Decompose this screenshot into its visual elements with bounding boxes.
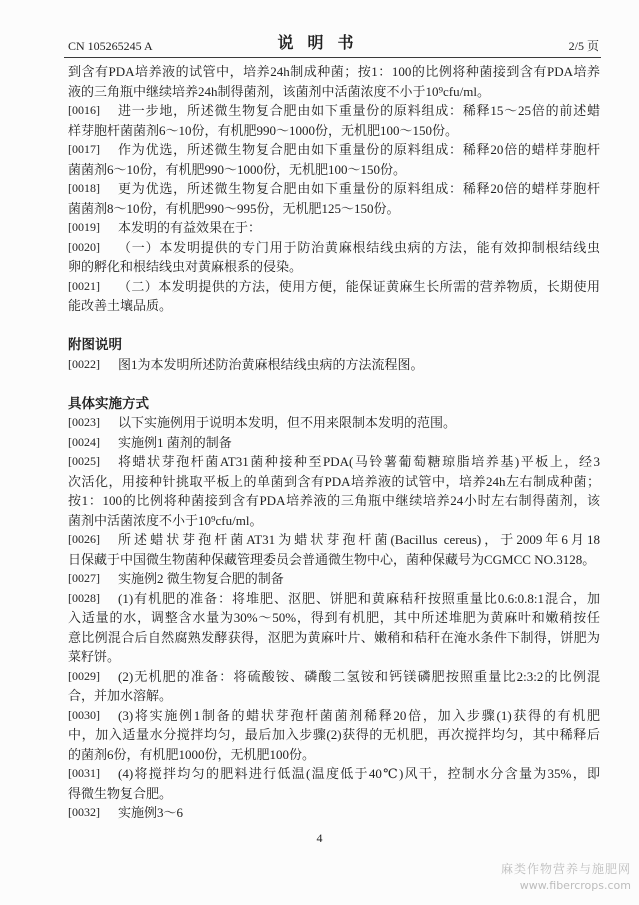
- paragraph-continued: [68, 62, 600, 101]
- paragraph-0019: [68, 218, 600, 238]
- paragraph-number: [0021]: [68, 278, 100, 293]
- paragraph-number: [0022]: [68, 356, 100, 371]
- text-line: 按1：100的比例将种菌接到含有PDA培养液的三角瓶中继续培养24小时左右制得菌剂，该: [68, 493, 600, 508]
- text-line: 本发明的有益效果在于：: [118, 220, 262, 235]
- paragraph-number: [0024]: [68, 434, 100, 449]
- text-line: 意比例混合后自然腐熟发酵获得，沤肥为黄麻叶片、嫩稍和秸秆在淹水条件下制得，饼肥为: [68, 629, 600, 645]
- text-line: 实施例3～6: [118, 805, 184, 820]
- document-number: CN 105265245 A: [68, 39, 153, 53]
- text-line: 卵的孵化和根结线虫对黄麻根系的侵染。: [68, 259, 303, 274]
- paragraph-0018: [68, 179, 600, 218]
- paragraph-number: [0025]: [68, 454, 100, 468]
- paragraph-number: [0027]: [68, 571, 100, 585]
- paragraph-0027: [68, 569, 600, 589]
- text-line: 入适量的水，调整含水量为30%～50%，得到有机肥，其中所述堆肥为黄麻叶和嫩稍按任: [68, 610, 600, 625]
- paragraph-0032: [68, 803, 600, 823]
- watermark-url: www.fibercrops.com: [519, 879, 631, 892]
- text-line: 更为优选，所述微生物复合肥由如下重量份的原料组成：稀释20倍的蜡样芽胞杆: [118, 181, 600, 196]
- text-line: 中，加入适量水分搅拌均匀，最后加入步骤(2)获得的无机肥，再次搅拌均匀，其中稀释后: [68, 727, 600, 742]
- text-line: 液的三角瓶中继续培养24h制得菌剂，该菌剂中活菌浓度不小于10⁹cfu/ml。: [68, 83, 490, 99]
- text-line: 的菌剂6份，有机肥1000份，无机肥100份。: [68, 746, 316, 762]
- paragraph-0025: [68, 452, 600, 530]
- paragraph-0021: [68, 277, 600, 316]
- text-line: 进一步地，所述微生物复合肥由如下重量份的原料组成：稀释15～25倍的前述蜡: [118, 103, 600, 118]
- paragraph-0022: [68, 355, 600, 375]
- text-line: （一）本发明提供的专门用于防治黄麻根结线虫病的方法，能有效抑制根结线虫: [118, 239, 600, 255]
- paragraph-number: [0019]: [68, 220, 100, 234]
- text-line: 菌菌剂6～10份，有机肥990～1000份，无机肥100～150份。: [68, 161, 407, 177]
- site-watermark: [501, 861, 631, 893]
- paragraph-number: [0028]: [68, 590, 100, 605]
- text-line: 样芽胞杆菌菌剂6～10份，有机肥990～1000份，无机肥100～150份。: [68, 122, 459, 138]
- text-line: 得微生物复合肥。: [68, 785, 173, 801]
- paragraph-0024: [68, 433, 600, 453]
- text-line: 能改善土壤品质。: [68, 298, 173, 313]
- text-line: 菜籽饼。: [68, 649, 121, 664]
- text-line: (3)将实施例1制备的蜡状芽孢杆菌菌剂稀释20倍，加入步骤(1)获得的有机肥: [118, 707, 600, 723]
- paragraph-0031: [68, 764, 600, 803]
- paragraph-number: [0016]: [68, 103, 100, 117]
- text-line: 实施例1 菌剂的制备: [118, 434, 232, 450]
- text-line: 作为优选，所述微生物复合肥由如下重量份的原料组成：稀释20倍的蜡样芽胞杆: [118, 142, 600, 157]
- paragraph-0017: [68, 140, 600, 179]
- text-line: 实施例2 微生物复合肥的制备: [118, 571, 284, 586]
- paragraph-0026: [68, 530, 600, 569]
- page-indicator: 2/5 页: [568, 39, 599, 53]
- paragraph-0016: [68, 101, 600, 140]
- watermark-site-name: 麻类作物营养与施肥网: [500, 862, 631, 876]
- text-line: (2)无机肥的准备：将硫酸铵、磷酸二氢铵和钙镁磷肥按照重量比2:3:2的比例混: [118, 668, 600, 684]
- paragraph-number: [0018]: [68, 181, 100, 195]
- paragraph-number: [0029]: [68, 668, 100, 683]
- text-line: 次活化，用接种针挑取平板上的单菌到含有PDA培养液的试管中，培养24h左右制成种菌；: [68, 473, 600, 489]
- paragraph-number: [0020]: [68, 239, 100, 254]
- paragraph-number: [0017]: [68, 142, 100, 156]
- paragraph-0020: [68, 238, 600, 277]
- footer-page-number: 4: [316, 831, 323, 845]
- paragraph-0023: [68, 413, 600, 433]
- document-body: [68, 62, 600, 823]
- paragraph-number: [0023]: [68, 415, 100, 429]
- text-line: 菌剂中活菌浓度不小于10⁹cfu/ml。: [68, 512, 263, 528]
- text-line: 以下实施例用于说明本发明，但不用来限制本发明的范围。: [118, 415, 457, 430]
- paragraph-0029: [68, 667, 600, 706]
- paragraph-0028: [68, 589, 600, 667]
- paragraph-0030: [68, 706, 600, 765]
- text-line: 图1为本发明所述防治黄麻根结线虫病的方法流程图。: [118, 356, 424, 372]
- text-line: 日保藏于中国微生物菌种保藏管理委员会普通微生物中心，菌种保藏号为CGMCC NO.3128。: [68, 551, 596, 567]
- document-title: 说 明 书: [277, 35, 359, 52]
- text-line: （二）本发明提供的方法，使用方便，能保证黄麻生长所需的营养物质，长期使用: [118, 278, 600, 294]
- text-line: 菌菌剂8～10份，有机肥990～995份，无机肥125～150份。: [68, 200, 400, 216]
- text-line: 合，并加水溶解。: [68, 688, 173, 703]
- text-line: 到含有PDA培养液的试管中，培养24h制成种菌；按1：100的比例将种菌接到含有PDA培养: [68, 64, 600, 79]
- paragraph-number: [0031]: [68, 766, 100, 780]
- text-line: (4)将搅拌均匀的肥料进行低温(温度低于40℃)风干，控制水分含量为35%，即: [118, 766, 600, 781]
- paragraph-number: [0030]: [68, 707, 100, 722]
- paragraph-number: [0026]: [68, 532, 100, 546]
- section-heading-embodiments: 具体实施方式: [68, 395, 149, 411]
- text-line: (1)有机肥的准备：将堆肥、沤肥、饼肥和黄麻秸秆按照重量比0.6:0.8:1混合，加: [118, 590, 600, 606]
- text-line: 所述蜡状芽孢杆菌AT31为蜡状芽孢杆菌(Bacillus cereus)，于2009年6月18: [118, 532, 600, 547]
- header-divider: [64, 57, 601, 58]
- text-line: 将蜡状芽孢杆菌AT31菌种接种至PDA(马铃薯葡萄糖琼脂培养基)平板上，经3: [118, 454, 600, 469]
- paragraph-number: [0032]: [68, 805, 100, 819]
- section-heading-figures: 附图说明: [68, 337, 122, 352]
